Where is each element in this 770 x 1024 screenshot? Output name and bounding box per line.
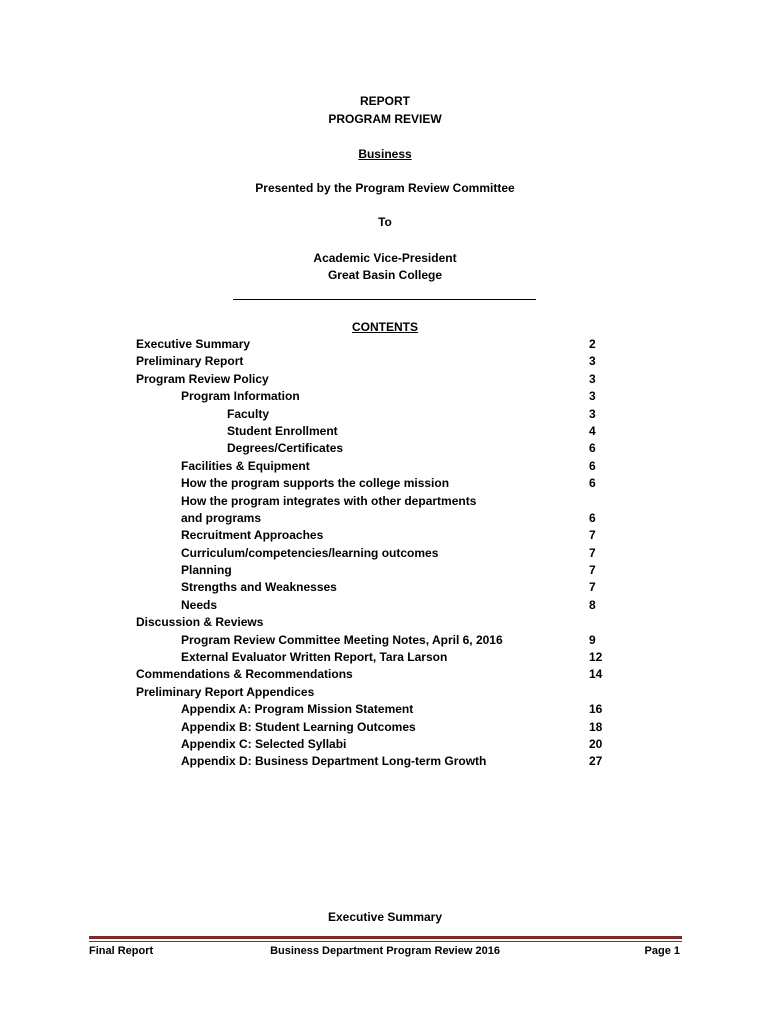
toc-entry: [136, 597, 606, 614]
toc-entry-page: 16: [589, 702, 603, 717]
toc-entry: [136, 440, 606, 457]
toc-entry: [136, 579, 606, 596]
toc-entry-title: Needs: [181, 597, 218, 612]
toc-entry-title: External Evaluator Written Report, Tara Larson: [181, 650, 448, 665]
toc-entry: [136, 649, 606, 666]
toc-entry: [136, 458, 606, 475]
program-name: Business: [358, 147, 412, 161]
toc-entry: [136, 406, 606, 423]
toc-entry-title: Planning: [181, 563, 232, 578]
toc-entry: [136, 545, 606, 562]
title-divider: [233, 299, 536, 300]
toc-entry-page: 7: [589, 580, 596, 595]
toc-entry-title: How the program integrates with other departments: [181, 493, 477, 508]
footer-center: Business Department Program Review 2016: [270, 945, 500, 957]
footer-page-number: Page 1: [644, 945, 680, 957]
footer-rule-thick: [89, 936, 682, 939]
presented-by: Presented by the Program Review Committee: [255, 181, 515, 195]
toc-entry-title: Curriculum/competencies/learning outcomes: [181, 545, 439, 560]
toc-entry-title: Facilities & Equipment: [181, 458, 310, 473]
footer-left: Final Report: [89, 945, 154, 957]
toc-entry-page: 14: [589, 667, 603, 682]
toc-entry: [136, 527, 606, 544]
toc-entry-page: 6: [589, 476, 596, 491]
toc-entry-title: Recruitment Approaches: [181, 528, 324, 543]
toc-entry: [136, 666, 606, 683]
toc-entry: [136, 701, 606, 718]
toc-entry-title: Appendix A: Program Mission Statement: [181, 702, 414, 717]
toc-entry-title: How the program supports the college mission: [181, 476, 450, 491]
toc-entry-page: 6: [589, 458, 596, 473]
contents-heading: CONTENTS: [352, 320, 418, 334]
toc-entry-page: 27: [589, 754, 603, 769]
toc-entry-page: 12: [589, 650, 603, 665]
toc-entry-title: Appendix D: Business Department Long-term Growth: [181, 754, 487, 769]
table-of-contents: [136, 336, 606, 771]
toc-entry: [136, 562, 606, 579]
toc-entry: [136, 632, 606, 649]
toc-entry-page: 3: [589, 406, 596, 421]
toc-entry-page: 6: [589, 441, 596, 456]
toc-entry-page: 20: [589, 736, 603, 751]
toc-entry-page: 7: [589, 545, 596, 560]
toc-entry-page: 8: [589, 597, 596, 612]
toc-entry: [136, 719, 606, 736]
toc-entry: [136, 336, 606, 353]
toc-entry-title: Program Review Committee Meeting Notes, April 6, 2016: [181, 632, 503, 647]
toc-entry: [136, 371, 606, 388]
toc-entry-page: 3: [589, 389, 596, 404]
toc-entry: [136, 475, 606, 492]
toc-entry: [136, 493, 606, 528]
recipient-college: Great Basin College: [327, 268, 443, 282]
toc-entry-page: 18: [589, 719, 603, 734]
toc-entry: [136, 753, 606, 770]
report-label: REPORT: [359, 94, 410, 108]
toc-entry: [136, 423, 606, 440]
toc-entry-page: 3: [589, 371, 596, 386]
toc-entry-title: Strengths and Weaknesses: [181, 580, 337, 595]
toc-entry-page: 2: [589, 336, 596, 351]
footer-rule-thin: [89, 941, 682, 942]
toc-entry-page: 3: [589, 354, 596, 369]
toc-entry-title: Preliminary Report: [136, 354, 244, 369]
toc-entry-title: Student Enrollment: [227, 423, 338, 438]
toc-entry-page: 4: [589, 423, 596, 438]
toc-entry-title: Program Review Policy: [136, 371, 269, 386]
toc-entry-title: Appendix C: Selected Syllabi: [181, 737, 347, 751]
toc-entry-title-cont: and programs: [181, 510, 262, 525]
to-label: To: [378, 215, 392, 229]
toc-entry-title: Appendix B: Student Learning Outcomes: [181, 719, 416, 734]
recipient-title: Academic Vice-President: [313, 251, 457, 265]
toc-entry: [136, 388, 606, 405]
toc-entry: [136, 353, 606, 370]
toc-entry-title: Discussion & Reviews: [136, 615, 264, 630]
toc-entry-page: 7: [589, 528, 596, 543]
toc-entry-page: 7: [589, 563, 596, 578]
toc-entry: [136, 684, 606, 701]
toc-entry-title: Executive Summary: [136, 337, 251, 351]
toc-entry-title: Program Information: [181, 389, 300, 404]
toc-entry-title: Degrees/Certificates: [227, 441, 344, 456]
toc-entry-page: 6: [589, 510, 596, 525]
toc-entry-title: Commendations & Recommendations: [136, 667, 353, 682]
toc-entry: [136, 736, 606, 753]
toc-entry: [136, 614, 606, 631]
program-review-label: PROGRAM REVIEW: [328, 112, 442, 126]
toc-entry-title: Faculty: [227, 406, 270, 421]
toc-entry-page: 9: [589, 632, 596, 647]
toc-entry-title: Preliminary Report Appendices: [136, 684, 315, 699]
section-heading: Executive Summary: [327, 910, 443, 924]
